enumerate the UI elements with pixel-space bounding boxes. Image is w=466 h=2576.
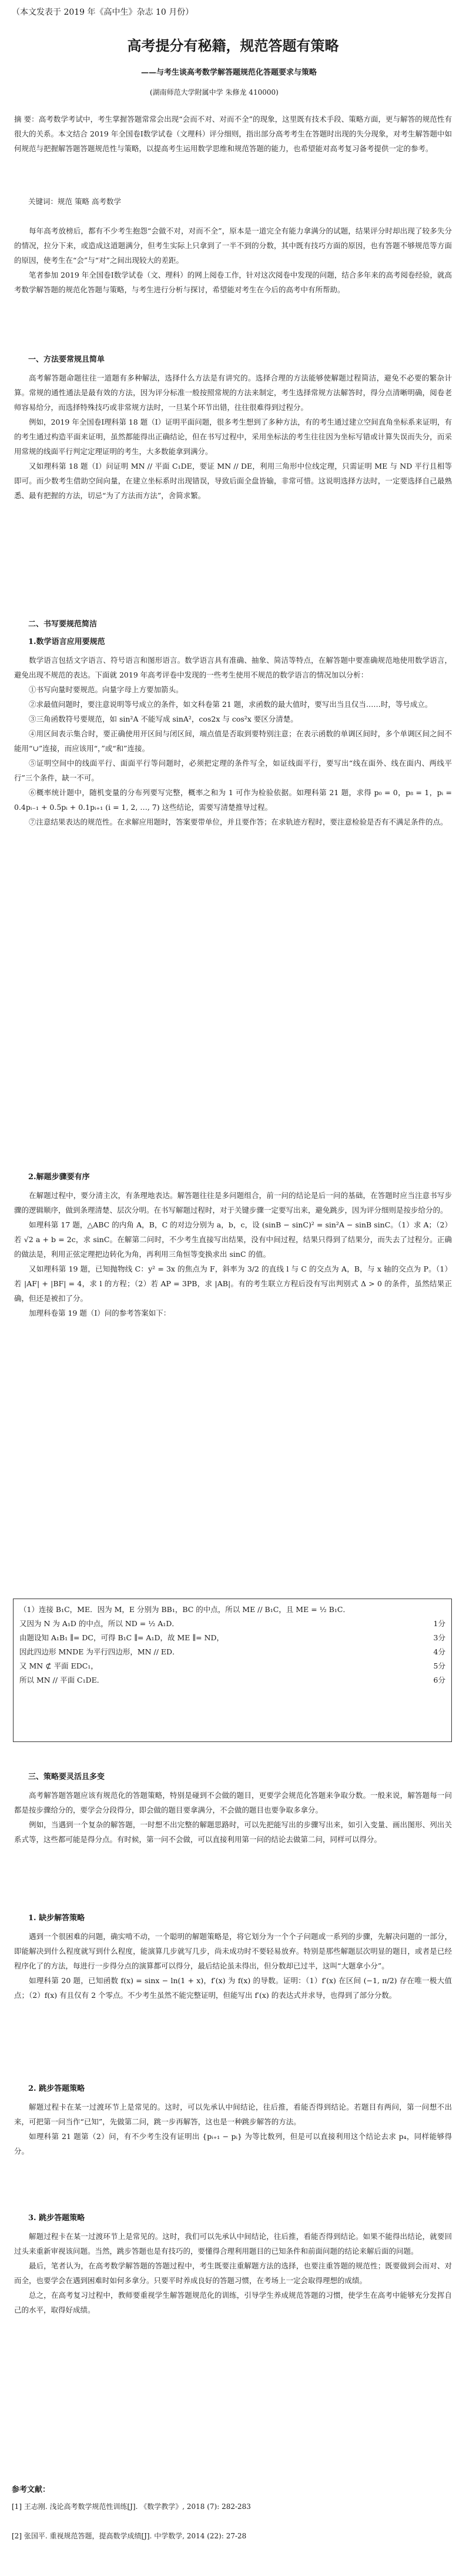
answer-text: 由题设知 A₁B₁ ∥= DC，可得 B₁C ∥= A₁D，故 ME ∥= ND， bbox=[19, 1633, 224, 1642]
section3-block-2 bbox=[14, 1929, 452, 2003]
author-line: (湖南师范大学附属中学 朱修龙 410000) bbox=[150, 88, 279, 96]
section2-paragraph: 数学语言包括文字语言、符号语言和图形语言。数学语言具有准确、抽象、简洁等特点，在解答题中要准确规范地使用数学语言，避免出现不规范的表达。下面就 2019 年高考评卷中发现的一些考生使用不规范的数学语言的情况加以分析： bbox=[14, 656, 452, 679]
intro-paragraph: 每年高考放榜后，都有不少考生抱怨“会做不对，对而不全”，原本是一道完全有能力拿满分的试题，结果评分时却出现了较多失分的情况，拉分下来，或造成这道题满分，但考生实际上只拿到了一半不到的分数，其中既有技巧方面的原因，也有答题不够规范等方面的原因，使考生在“会”与“对”之间出现较大的差距。 bbox=[14, 226, 452, 265]
keywords-block bbox=[28, 194, 451, 209]
section1-paragraph: 例如，2019 年全国卷Ⅰ理科第 18 题（Ⅰ）证明平面问题，很多考生想到了多种方法，有的考生通过建立空间直角坐标系来证明，有的考生通过构造平面来证明，虽然都能得出正确结论，但在书写过程中，采用坐标法的考生往往因为坐标写错或计算失误而失分，而采用常规的线面平行判定定理证明的考生，大多数能拿到满分。 bbox=[14, 418, 452, 456]
section2-sub2: 2.解题步骤要有序 bbox=[28, 1173, 90, 1182]
section1-paragraph: 又如理科第 18 题（Ⅰ）问证明 MN // 平面 C₁DE，要证 MN // DE，利用三角形中位线定理，只需证明 ME 与 ND 平行且相等即可。而少数考生借助空间向量，在建立坐标系时出现错误，导致后面全盘皆输，非常可惜。这说明选择方法时，一定要选择自己最熟悉、最有把握的方法，切忌“为了方法而方法”，舍简求繁。 bbox=[14, 462, 452, 500]
answer-text: （1）连接 B₁C，ME．因为 M，E 分别为 BB₁，BC 的中点，所以 ME // B₁C，且 ME = ½ B₁C． bbox=[19, 1605, 350, 1614]
answer-text: 又因为 N 为 A₁D 的中点，所以 ND = ½ A₁D． bbox=[19, 1619, 179, 1628]
section2b-block bbox=[14, 1188, 452, 1320]
section2-paragraph: ⑤证明空间中的线面平行、面面平行等问题时，必须把定理的条件写全，如证线面平行，要写出“线在面外、线在面内、两线平行”三个条件，缺一不可。 bbox=[14, 759, 452, 782]
answer-score: 4分 bbox=[433, 1647, 445, 1656]
answer-row bbox=[19, 1603, 445, 1617]
reference-answer-box bbox=[13, 1599, 452, 1742]
answer-score: 1分 bbox=[433, 1619, 445, 1628]
section3-heading: 三、策略要灵活且多变 bbox=[28, 1773, 105, 1781]
section3-paragraph: 高考解答题答题应该有规范化的答题策略，特别是碰到不会做的题目，更要学会规范化答题来争取分数。一般来说，解答题每一问都是按步骤给分的，要学会分段得分，即会做的题目要拿满分，不会做的题目也要争取多拿分。 bbox=[14, 1791, 452, 1814]
article-title: 高考提分有秘籍，规范答题有策略 bbox=[127, 38, 339, 54]
section2-paragraph: ⑦注意结果表达的规范性。在求解应用题时，答案要带单位，并且要作答；在求轨迹方程时，要注意检验是否有不满足条件的点。 bbox=[29, 817, 448, 826]
answer-text: 因此四边形 MNDE 为平行四边形，MN // ED． bbox=[19, 1647, 180, 1656]
section2b-paragraph: 又如理科第 19 题，已知抛物线 C：y² = 3x 的焦点为 F，斜率为 3/2 的直线 l 与 C 的交点为 A，B，与 x 轴的交点为 P。（1）若 |AF| + |BF| = 4，求 l 的方程；（2）若 AP = 3PB，求 |AB|。有的考生联立方程后没有写出判别式 Δ > 0 的条件，虽然结果正确，但还是被扣了分。 bbox=[14, 1264, 452, 1303]
answer-text: 又 MN ⊄ 平面 EDC₁， bbox=[19, 1661, 98, 1670]
section3-paragraph: 解题过程卡在某一过渡环节上是常见的。这时，我们可以先承认中间结论，往后推，看能否得到结论。如果不能得出结论，就要回过头来重新审视该问题。当然，跳步答题也是有技巧的，要懂得合理利用题目的已知条件和前面问题的结论来解后面的问题。 bbox=[14, 2232, 452, 2255]
answer-text: 所以 MN // 平面 C₁DE． bbox=[19, 1676, 105, 1684]
section3-paragraph: 总之，在高考复习过程中，教师要重视学生解答题规范化的训练，引导学生养成规范答题的习惯，使学生在高考中能够充分发挥自己的水平，取得好成绩。 bbox=[14, 2291, 452, 2314]
abstract-text: 摘 要：高考数学考试中，考生掌握答题常常会出现“会而不对、对而不全”的现象，这里既有技术手段、策略方面，更与解答的规范性有很大的关系。本文结合 2019 年全国卷Ⅰ数学试卷（文理科）评分细则，指出部分高考考生在答题时出现的失分现象，对考生解答题中如何规范与把握解答题答题规范性与策略，以提高考生运用数学思维和规范答题的能力，也希望能对高考复习备考提供一定的参考。 bbox=[14, 115, 452, 153]
section1-paragraph: 高考解答题命题往往一道题有多种解法，选择什么方法是有讲究的。选择合理的方法能够使解题过程简洁，避免不必要的繁杂计算。常规的通性通法是最有效的方法，因为评分标准一般按照常规的方法来制定，考生选择常规方法解答时，得分点清晰明确，阅卷老师容易给分，而选择特殊技巧或非常规方法时，一旦某个环节出错，往往很难得到过程分。 bbox=[14, 373, 452, 412]
section2b-paragraph: 如理科第 17 题，△ABC 的内角 A，B，C 的对边分别为 a，b，c，设 (sinB − sinC)² = sin²A − sinB sinC。（1）求 A；（2）若 √2 a + b = 2c，求 sinC。在解第二问时，不少考生直接写出结果，没有中间过程，结果只得到了结果分，而失去了过程分。正确的做法是，利用正弦定理把边转化为角，再利用三角恒等变换求出 sinC 的值。 bbox=[14, 1220, 452, 1259]
section2-sub1: 1.数学语言应用要规范 bbox=[28, 638, 105, 646]
answer-score: 3分 bbox=[433, 1633, 445, 1642]
section2b-paragraph: 加理科卷第 19 题（Ⅰ）问的参考答案如下： bbox=[29, 1309, 171, 1317]
section2-heading: 二、书写要规范简洁 bbox=[28, 620, 98, 629]
section3-block-4 bbox=[14, 2229, 452, 2317]
references-title: 参考文献： bbox=[12, 2485, 51, 2494]
section3-paragraph: 如理科第 20 题，已知函数 f(x) = sinx − ln(1 + x)，f′(x) 为 f(x) 的导数。证明：（1）f′(x) 在区间 (−1, π/2) 存在唯一极大值点；（2）f(x) 有且仅有 2 个零点。不少考生虽然不能完整证明，但能写出 f′(x) 的表达式并求导，也得到了部分分数。 bbox=[14, 1976, 452, 2000]
section2-paragraph: ④用区间表示集合时，要正确使用开区间与闭区间，端点值是否取到要特别注意；在表示函数的单调区间时，多个单调区间之间不能用“∪”连接，而应该用“，”或“和”连接。 bbox=[14, 729, 452, 753]
section2-paragraph: ①书写向量时要规范。向量字母上方要加箭头。 bbox=[29, 685, 183, 694]
keywords-text: 关键词：规范 策略 高考数学 bbox=[28, 197, 121, 206]
section3-paragraph: 最后，笔者认为，在高考数学解答题的答题过程中，考生既要注重解题方法的选择，也要注重答题的规范性；既要做到会而对、对而全，也要学会在遇到困难时如何多拿分。只要平时养成良好的答题习惯，在考场上一定会取得理想的成绩。 bbox=[14, 2261, 452, 2285]
source-note: （本文发表于 2019 年《高中生》杂志 10 月份） bbox=[12, 8, 194, 17]
section2-paragraph: ②求最值问题时，要注意说明等号成立的条件，如文科卷第 21 题，求函数的最大值时，要写出当且仅当……时，等号成立。 bbox=[29, 700, 433, 709]
section3-paragraph: 如理科第 21 题第（2）问，有不少考生没有证明出 {pᵢ₊₁ − pᵢ} 为等比数列，但是可以直接利用这个结论去求 p₄，同样能够得分。 bbox=[14, 2132, 452, 2155]
abstract-block bbox=[14, 112, 452, 156]
section3-paragraph: 解题过程卡在某一过渡环节上是常见的。这时，可以先承认中间结论，往后推，看能否得到结论。若题目有两问，第一问想不出来，可把第一问当作“已知”，先做第二问，跳一步再解答，这也是一种跳步解答的方法。 bbox=[14, 2103, 452, 2126]
answer-row bbox=[19, 1617, 445, 1631]
answer-score bbox=[422, 1603, 445, 1617]
section3-paragraph: 例如，当遇到一个复杂的解答题，一时想不出完整的解题思路时，可以先把能写出的步骤写出来，如引入变量、画出图形、列出关系式等，这些都可能是得分点。有时候，第一问不会做，可以直接利用第一问的结论去做第二问，同样可以得分。 bbox=[14, 1820, 452, 1844]
answer-row bbox=[19, 1631, 445, 1645]
answer-score: 6分 bbox=[433, 1676, 445, 1684]
section3-paragraph: 遇到一个很困难的问题，确实啃不动，一个聪明的解题策略是，将它划分为一个个子问题或一系列的步骤，先解决问题的一部分，即能解决到什么程度就写到什么程度，能演算几步就写几步，尚未成功时不要轻易放弃。特别是那些解题层次明显的题目，或者是已经程序化了的方法，每进行一步得分点的演算都可以得分，最后结论虽未得出，但分数却已过半，这叫“大题拿小分”。 bbox=[14, 1932, 452, 1970]
section1-heading: 一、方法要常规且简单 bbox=[28, 355, 105, 364]
section1-block bbox=[14, 371, 452, 503]
intro-block bbox=[14, 223, 452, 297]
answer-row bbox=[19, 1645, 445, 1659]
section2-block bbox=[14, 653, 452, 829]
intro-paragraph: 笔者参加 2019 年全国卷Ⅰ数学试卷（文、理科）的网上阅卷工作，针对这次阅卷中发现的问题，结合多年来的高考阅卷经验，就高考数学解答题的规范化答题与策略，与考生进行分析与探讨，希望能对考生在今后的高考中有所帮助。 bbox=[14, 271, 452, 294]
section2-paragraph: ③三角函数符号要规范，如 sin²A 不能写成 sinA²，cos2x 与 cos²x 要区分清楚。 bbox=[29, 715, 298, 723]
section2-paragraph: ⑥概率统计题中，随机变量的分布列要写完整，概率之和为 1 可作为检验依据。如理科第 21 题，求得 p₀ = 0，p₈ = 1，pᵢ = 0.4pᵢ₋₁ + 0.5pᵢ + 0.1pᵢ₊₁ (i = 1, 2, …, 7) 这些结论，需要写清楚推导过程。 bbox=[14, 788, 452, 812]
answer-row bbox=[19, 1673, 445, 1687]
section3-sub1: 1. 缺步解答策略 bbox=[28, 1914, 85, 1923]
reference-item: [2] 张国平. 重视规范答题，提高数学成绩[J]. 中学数学, 2014 (22): 27-28 bbox=[12, 2532, 247, 2540]
section3-block bbox=[14, 1788, 452, 1847]
section3-block-3 bbox=[14, 2100, 452, 2158]
section3-sub2: 2. 跳步答题策略 bbox=[28, 2084, 85, 2093]
answer-row bbox=[19, 1659, 445, 1673]
reference-item: [1] 王志刚. 浅论高考数学规范性训练[J]. 《数学教学》, 2018 (7): 282-283 bbox=[12, 2502, 251, 2511]
section3-sub3: 3. 跳步答题策略 bbox=[28, 2214, 85, 2223]
article-subtitle: ——与考生谈高考数学解答题规范化答题要求与策略 bbox=[141, 68, 317, 77]
answer-score: 5分 bbox=[433, 1661, 445, 1670]
section2b-paragraph: 在解题过程中，要分清主次，有条理地表达。解答题往往是多问题组合，前一问的结论是后一问的基础，在答题时应当注意书写步骤的逻辑顺序，做到条理清楚、层次分明。在书写解题过程时，对于关键步骤一定要写出来，避免跳步，因为评分细则是按步给分的。 bbox=[14, 1191, 452, 1214]
